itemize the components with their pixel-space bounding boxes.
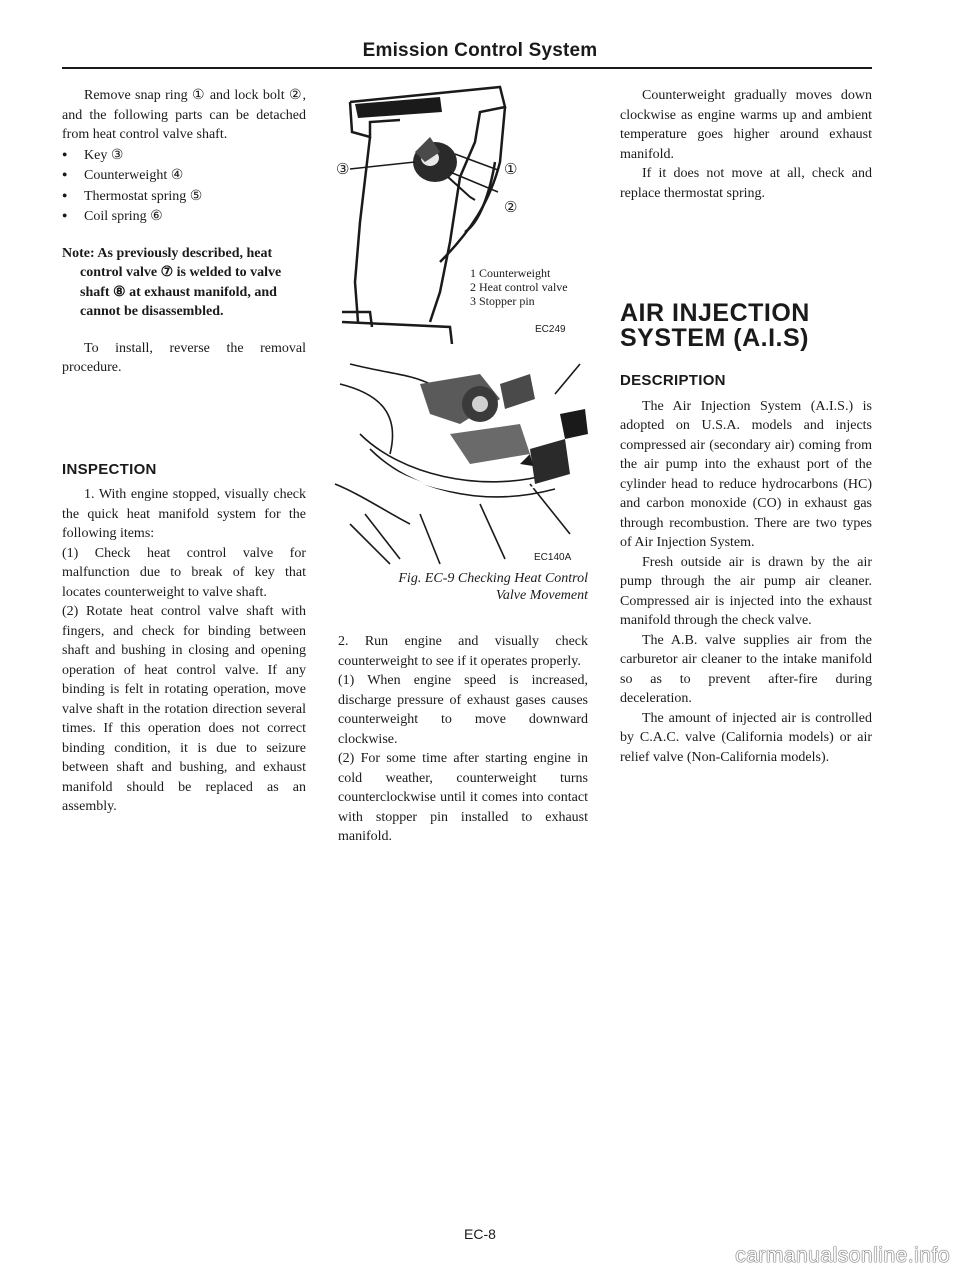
page-header-title: Emission Control System — [362, 40, 598, 61]
description-para-4: The amount of injected air is controlled by C.A.C. valve (California models) or air relief valve (Non-California models). — [620, 710, 872, 765]
inspection-step-1-2: (2) Rotate heat control valve shaft with fingers, and check for binding between shaft and bushing in closing and opening operation of heat control valve. If any binding is felt in rotating operation, move valve shaft in the rotation direction several times. If this operation does not correct binding condition, it is due to seizure between shaft and bushing, and exhaust manifold should be replaced as an assembly. — [62, 604, 306, 814]
figure-code-ec249: EC249 — [535, 324, 566, 335]
description-heading: DESCRIPTION — [620, 372, 726, 389]
header-rule — [62, 67, 872, 69]
check-step-2-2: (2) For some time after starting engine in cold weather, counterweight turns counterclockwise until it comes into contact with stopper pin installed to exhaust manifold. — [338, 751, 588, 844]
ais-heading — [620, 301, 872, 351]
right-column — [620, 86, 872, 767]
check-step-2-1: (1) When engine speed is increased, discharge pressure of exhaust gases causes counterweight to move downward clockwise. — [338, 673, 588, 747]
figure-caption-line-1: Fig. EC-9 Checking Heat Control — [398, 571, 588, 586]
install-text: To install, reverse the removal procedure. — [62, 340, 306, 375]
note-first-line: As previously described, heat — [97, 245, 273, 261]
bullet-counterweight: ● Counterweight ④ — [62, 165, 306, 186]
legend-counterweight: 1 Counterweight — [470, 266, 551, 280]
bullet-key: ● Key ③ — [62, 145, 306, 166]
replace-spring-para: If it does not move at all, check and replace thermostat spring. — [620, 166, 872, 201]
removal-intro: Remove snap ring ① and lock bolt ②, and the following parts can be detached from heat control valve shaft. — [62, 88, 306, 142]
figure-legend — [470, 266, 568, 308]
figure-ec249 — [330, 82, 590, 344]
description-para-2: Fresh outside air is drawn by the air pump through the air pump air cleaner. Compressed air is injected into the exhaust manifold through the check valve. — [620, 554, 872, 628]
note-text: control valve ⑦ is welded to valve shaft ⑧ at exhaust manifold, and cannot be disassembled. — [80, 265, 282, 319]
note-block — [62, 244, 306, 322]
description-para-3: The A.B. valve supplies air from the carburetor air cleaner to the intake manifold so as to prevent after-fire during deceleration. — [620, 632, 872, 706]
inspection-heading: INSPECTION — [62, 460, 157, 478]
figure-caption — [330, 570, 588, 604]
page-number: EC-8 — [464, 1226, 496, 1242]
description-para-1: The Air Injection System (A.I.S.) is adopted on U.S.A. models and injects compressed air (secondary air) coming from the air pump into the exhaust port of the cylinder head to reduce hydrocarbons (HC) and carbon monoxide (CO) in exhaust gas through recombustion. There are two types of Air Injection System. — [620, 398, 872, 550]
watermark: carmanualsonline.info — [735, 1244, 950, 1267]
figure-caption-line-2: Valve Movement — [495, 588, 588, 603]
left-column — [62, 86, 306, 817]
middle-text — [338, 632, 588, 847]
ais-heading-line-2: SYSTEM (A.I.S) — [620, 324, 809, 352]
ais-heading-line-1: AIR INJECTION — [620, 299, 810, 327]
figure-ec140a — [330, 354, 592, 566]
callout-3: ③ — [336, 162, 350, 178]
legend-stopper-pin: 3 Stopper pin — [470, 294, 535, 308]
inspection-step-1: 1. With engine stopped, visually check the quick heat manifold system for the following items: — [62, 487, 306, 541]
note-label: Note: — [62, 245, 95, 261]
bullet-coil-spring: ● Coil spring ⑥ — [62, 206, 306, 227]
callout-1: ① — [504, 162, 518, 178]
figure-code-ec140a: EC140A — [534, 552, 572, 563]
inspection-step-1-1: (1) Check heat control valve for malfunction due to break of key that locates counterweight to valve shaft. — [62, 545, 306, 600]
legend-heat-control-valve: 2 Heat control valve — [470, 280, 568, 294]
bullet-thermostat-spring: ● Thermostat spring ⑤ — [62, 186, 306, 207]
counterweight-para: Counterweight gradually moves down clockwise as engine warms up and ambient temperature goes higher around exhaust manifold. — [620, 88, 872, 162]
engine-photo-illustration — [330, 354, 592, 566]
check-step-2: 2. Run engine and visually check counterweight to see if it operates properly. — [338, 634, 588, 669]
callout-2: ② — [504, 200, 518, 216]
